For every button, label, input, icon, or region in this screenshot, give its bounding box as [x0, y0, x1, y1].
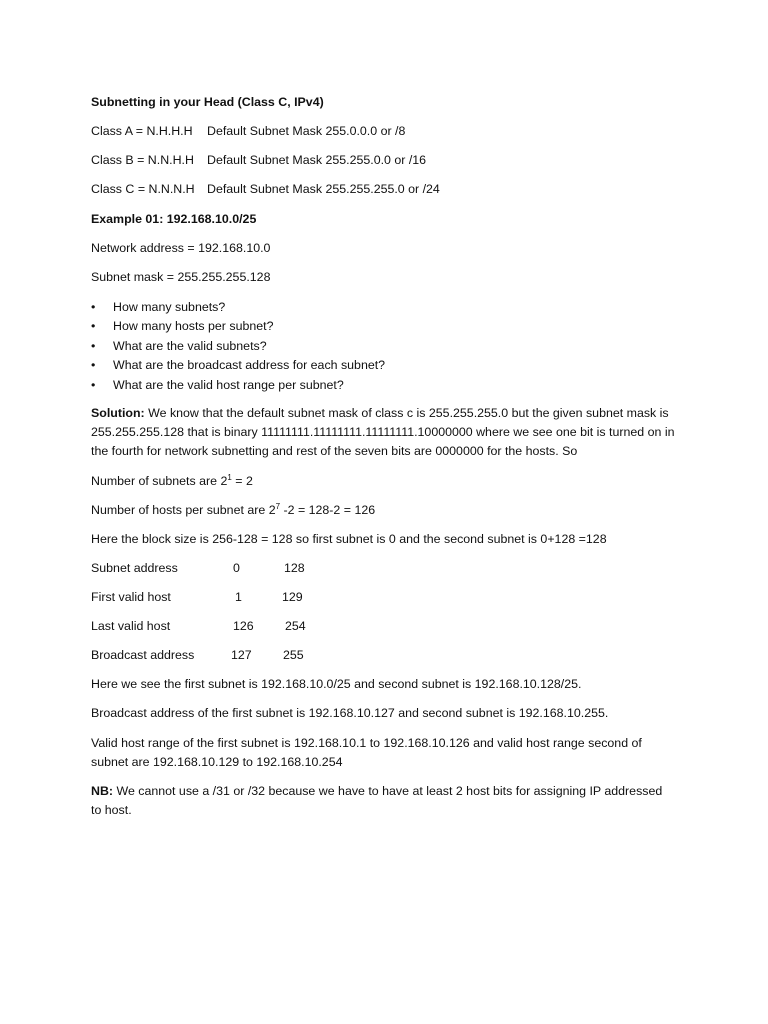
note-text: We cannot use a /31 or /32 because we have to have at least 2 host bits for assigning IP addressed to host.: [91, 784, 663, 817]
class-b-line: [91, 151, 691, 170]
question-list: [91, 298, 385, 395]
table-cell: 127: [231, 648, 252, 662]
class-a-label: Class A = N.H.H.H: [91, 124, 193, 138]
list-item: • How many hosts per subnet?: [91, 317, 385, 336]
example-heading: Example 01: 192.168.10.0/25: [91, 212, 257, 226]
list-item: • What are the valid subnets?: [91, 337, 385, 356]
list-item: • What are the broadcast address for each subnet?: [91, 356, 385, 375]
table-row-label: Broadcast address: [91, 648, 195, 662]
note-label: NB:: [91, 784, 114, 798]
table-cell: 254: [285, 619, 306, 633]
table-row: [91, 559, 691, 578]
bullet-icon: •: [91, 338, 96, 353]
table-row: [91, 646, 691, 665]
class-b-label: Class B = N.N.H.H: [91, 153, 194, 167]
table-cell: 126: [233, 619, 254, 633]
solution-text: We know that the default subnet mask of class c is 255.255.255.0 but the given subnet mask is 255.255.255.128 that is binary 11111111.11111111.11111111.10000000 where we see one bit is turned on in the fourth for network subnetting and rest of the seven bits are 0000000 for the hosts. So: [91, 406, 675, 458]
subnets-count-line: Number of subnets are $2^1 = 2$: [91, 472, 253, 488]
table-row: [91, 588, 691, 607]
hosts-count-line: Number of hosts per subnet are $2^7$ -2 = 128-2 = 126: [91, 501, 376, 517]
solution-paragraph: [91, 404, 676, 461]
table-row-label: Last valid host: [91, 619, 171, 633]
table-cell: 1: [235, 590, 242, 604]
class-a-mask: Default Subnet Mask 255.0.0.0 or /8: [207, 124, 406, 138]
network-address-line: Network address = 192.168.10.0: [91, 241, 271, 255]
list-item: • How many subnets?: [91, 298, 385, 317]
block-size-line: Here the block size is 256-128 = 128 so first subnet is 0 and the second subnet is 0+128 =128: [91, 532, 607, 546]
subnet-list-line: Here we see the first subnet is 192.168.10.0/25 and second subnet is 192.168.10.128/25.: [91, 677, 582, 691]
page-title: Subnetting in your Head (Class C, IPv4): [91, 95, 324, 109]
class-b-mask: Default Subnet Mask 255.255.0.0 or /16: [207, 153, 427, 167]
table-row-label: Subnet address: [91, 561, 178, 575]
bullet-icon: •: [91, 300, 96, 314]
list-item: • What are the valid host range per subnet?: [91, 376, 385, 395]
table-row-label: First valid host: [91, 590, 171, 604]
bullet-icon: •: [91, 319, 96, 334]
valid-range-paragraph: Valid host range of the first subnet is 192.168.10.1 to 192.168.10.126 and valid host range second of subnet are 192.168.10.129 to 192.168.10.254: [91, 736, 642, 769]
class-c-line: [91, 180, 691, 199]
class-c-mask: Default Subnet Mask 255.255.255.0 or /24: [207, 182, 440, 196]
broadcast-line: Broadcast address of the first subnet is 192.168.10.127 and second subnet is 192.168.10.255.: [91, 706, 609, 720]
table-cell: 0: [233, 561, 240, 575]
table-cell: 129: [282, 590, 303, 604]
bullet-icon: •: [91, 377, 96, 392]
table-cell: 128: [284, 561, 305, 575]
subnet-mask-line: Subnet mask = 255.255.255.128: [91, 270, 271, 284]
bullet-icon: •: [91, 358, 96, 373]
table-row: [91, 617, 691, 636]
solution-label: Solution:: [91, 406, 145, 420]
class-a-line: [91, 122, 691, 141]
class-c-label: Class C = N.N.N.H: [91, 182, 195, 196]
note-paragraph: [91, 782, 676, 820]
table-cell: 255: [283, 648, 304, 662]
